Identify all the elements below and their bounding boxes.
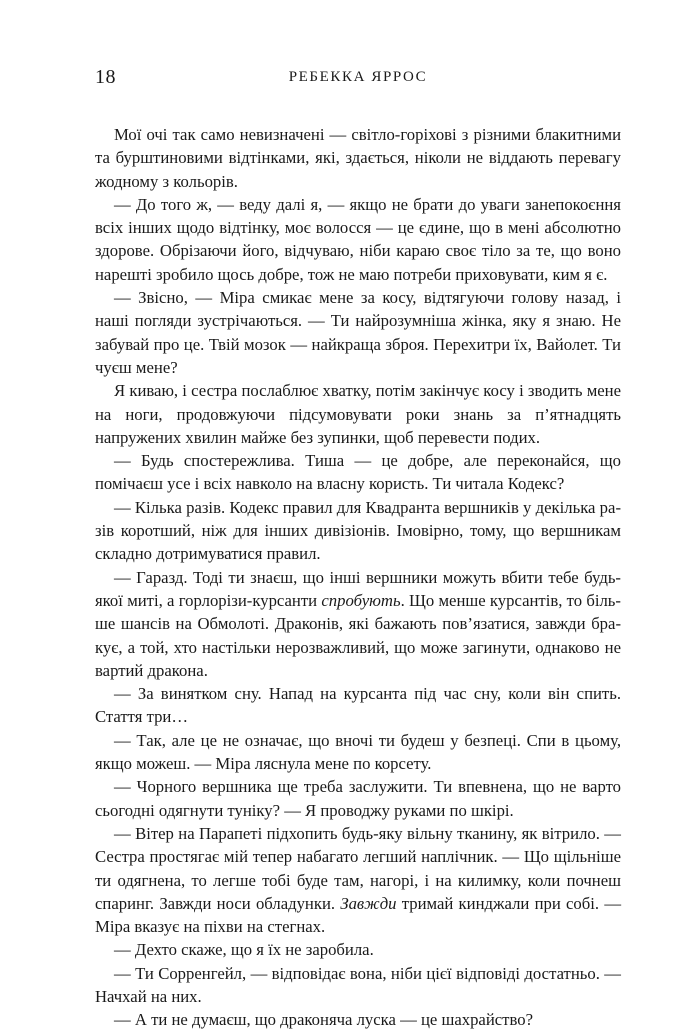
paragraph-text: — Звісно, — Міра смикає мене за косу, відтягуючи голову назад, і наші погляди зустрічаються. — Ти найрозумніша жінка, яку я знаю. Не забувай про це. Твій мозок — найкраща зброя. Перехитри їх, Вайолет. Ти чуєш мене? [95, 288, 621, 377]
paragraph [95, 962, 621, 1009]
body-text [95, 123, 621, 1032]
paragraph [95, 286, 621, 379]
paragraph [95, 193, 621, 286]
paragraph-text: — Гаразд. Тоді ти знаєш, що інші вершники можуть вбити тебе будь-якої миті, а горлорізи-курсанти [95, 567, 621, 610]
paragraph-text: — А ти не думаєш, що драконяча луска — це шахрайство? [114, 1010, 533, 1030]
page-number: 18 [95, 66, 116, 88]
paragraph-text: — Будь спостережлива. Тиша — це добре, але переконайся, що помічаєш усе і всіх навколо на власну користь. Ти читала Кодекс? [95, 451, 621, 494]
paragraph [95, 379, 621, 449]
emphasis-text: спробують [321, 590, 401, 610]
paragraph-text: . Що менше курсантів, то більше шансів на Обмолоті. Драконів, які бажають пов’язатися, завжди бракує, а той, хто настільки нерозважливий, що може загинути, однаково не вартий дракона. [95, 590, 621, 680]
paragraph [95, 449, 621, 496]
paragraph [95, 566, 621, 682]
paragraph [95, 1008, 621, 1031]
paragraph [95, 682, 621, 729]
paragraph [95, 496, 621, 566]
paragraph-text: Мої очі так само невизначені — світло-горіхові з різними блакитними та бурштиновими відтінками, які, здається, ніколи не віддають перевагу жодному з кольорів. [95, 125, 621, 191]
paragraph-text: — Дехто скаже, що я їх не заробила. [114, 940, 374, 960]
paragraph [95, 822, 621, 938]
paragraph-text: тримай кинджали при собі. — Міра вказує на піхви на стегнах. [95, 893, 622, 937]
paragraph [95, 729, 621, 776]
paragraph [95, 938, 621, 961]
paragraph [95, 123, 621, 193]
paragraph-text: — Кілька разів. Кодекс правил для Квадранта вершників у декілька разів коротший, ніж для інших дивізіонів. Імовірно, тому, що вершникам складно дотримуватися правил. [95, 497, 621, 564]
paragraph-text: — Вітер на Парапеті підхопить будь-яку вільну тканину, як вітрило. — Сестра простягає мій тепер набагато легший наплічник. — Що щільніше ти одягнена, то легше тобі буде там, нагорі, і на килимку, коли почнеш спаринг. Завжди носи обладунки. [95, 823, 621, 913]
paragraph-text: Я киваю, і сестра послаблює хватку, потім закінчує косу і зводить мене на ноги, продовжуючи підсумовувати роки знань за п’ятнадцять напружених хвилин майже без зупинки, щоб перевести подих. [95, 381, 621, 447]
page-header [95, 66, 621, 94]
paragraph-text: — Так, але це не означає, що вночі ти будеш у безпеці. Спи в цьому, якщо можеш. — Міра ляснула мене по корсету. [95, 730, 621, 774]
paragraph [95, 775, 621, 822]
paragraph-text: — До того ж, — веду далі я, — якщо не брати до уваги занепокоєння всіх інших щодо відтінку, моє волосся — це єдине, що в мені абсолютно здорове. Обрізаючи його, відчуваю, ніби караю своє тіло за те, що воно нарешті зробило щось добре, тож не маю потреби приховувати, ким я є. [95, 194, 621, 284]
paragraph-text: — За винятком сну. Напад на курсанта під час сну, коли він спить. Стаття три… [95, 684, 621, 727]
running-title: РЕБЕККА ЯРРОС [288, 69, 428, 85]
emphasis-text: Завжди [340, 893, 397, 913]
paragraph-text: — Чорного вершника ще треба заслужити. Ти впевнена, що не варто сьогодні одягнути туніку? — Я проводжу руками по шкірі. [95, 777, 621, 820]
paragraph-text: — Ти Сорренгейл, — відповідає вона, ніби цієї відповіді достатньо. — Начхай на них. [95, 963, 621, 1006]
